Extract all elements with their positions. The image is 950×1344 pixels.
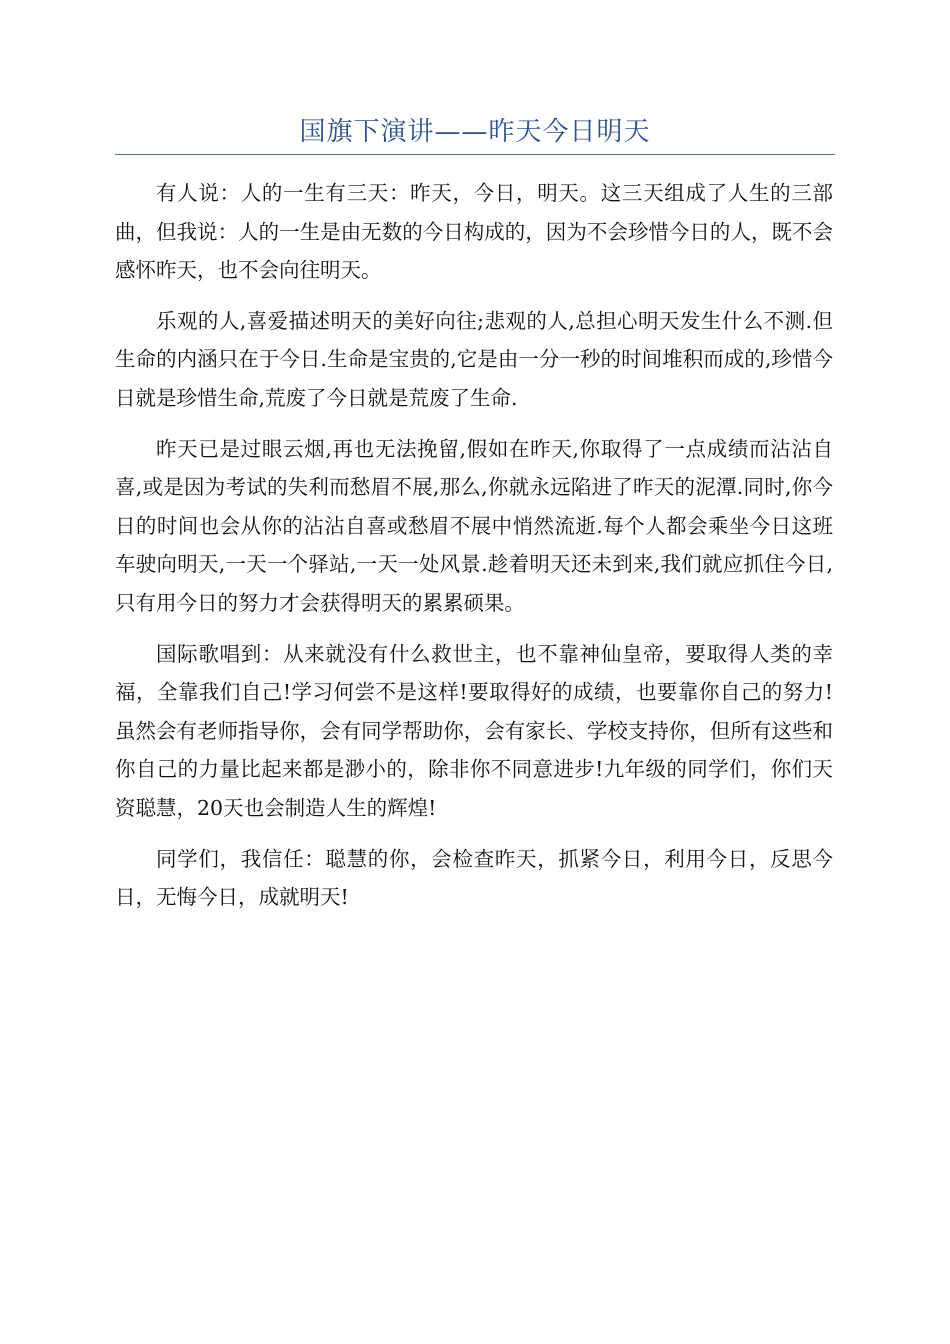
paragraph-3: 昨天已是过眼云烟,再也无法挽留,假如在昨天,你取得了一点成绩而沾沾自喜,或是因为考试的失利而愁眉不展,那么,你就永远陷进了昨天的泥潭.同时,你今日的时间也会从你的沾沾自喜或愁眉不展中悄然流逝.每个人都会乘坐今日这班车驶向明天,一天一个驿站,一天一处风景.趁着明天还未到来,我们就应抓住今日,只有用今日的努力才会获得明天的累累硕果。 — [115, 436, 833, 615]
paragraph-4: 国际歌唱到：从来就没有什么救世主，也不靠神仙皇帝，要取得人类的幸福，全靠我们自己!学习何尝不是这样!要取得好的成绩，也要靠你自己的努力!虽然会有老师指导你，会有同学帮助你，会有家长、学校支持你，但所有这些和你自己的力量比起来都是渺小的，除非你不同意进步!九年级的同学们，你们天资聪慧，20天也会制造人生的辉煌! — [115, 641, 833, 820]
paragraph-5: 同学们，我信任：聪慧的你，会检查昨天，抓紧今日，利用今日，反思今日，无悔今日，成就明天! — [115, 846, 833, 910]
document-body — [115, 174, 833, 929]
paragraph-2: 乐观的人,喜爱描述明天的美好向往;悲观的人,总担心明天发生什么不测.但生命的内涵只在于今日.生命是宝贵的,它是由一分一秒的时间堆积而成的,珍惜今日就是珍惜生命,荒废了今日就是荒废了生命. — [115, 308, 833, 410]
paragraph-1: 有人说：人的一生有三天：昨天，今日，明天。这三天组成了人生的三部曲，但我说：人的一生是由无数的今日构成的，因为不会珍惜今日的人，既不会感怀昨天，也不会向往明天。 — [115, 181, 833, 283]
title-underline — [115, 154, 835, 155]
document-title: 国旗下演讲——昨天今日明天 — [299, 117, 651, 147]
